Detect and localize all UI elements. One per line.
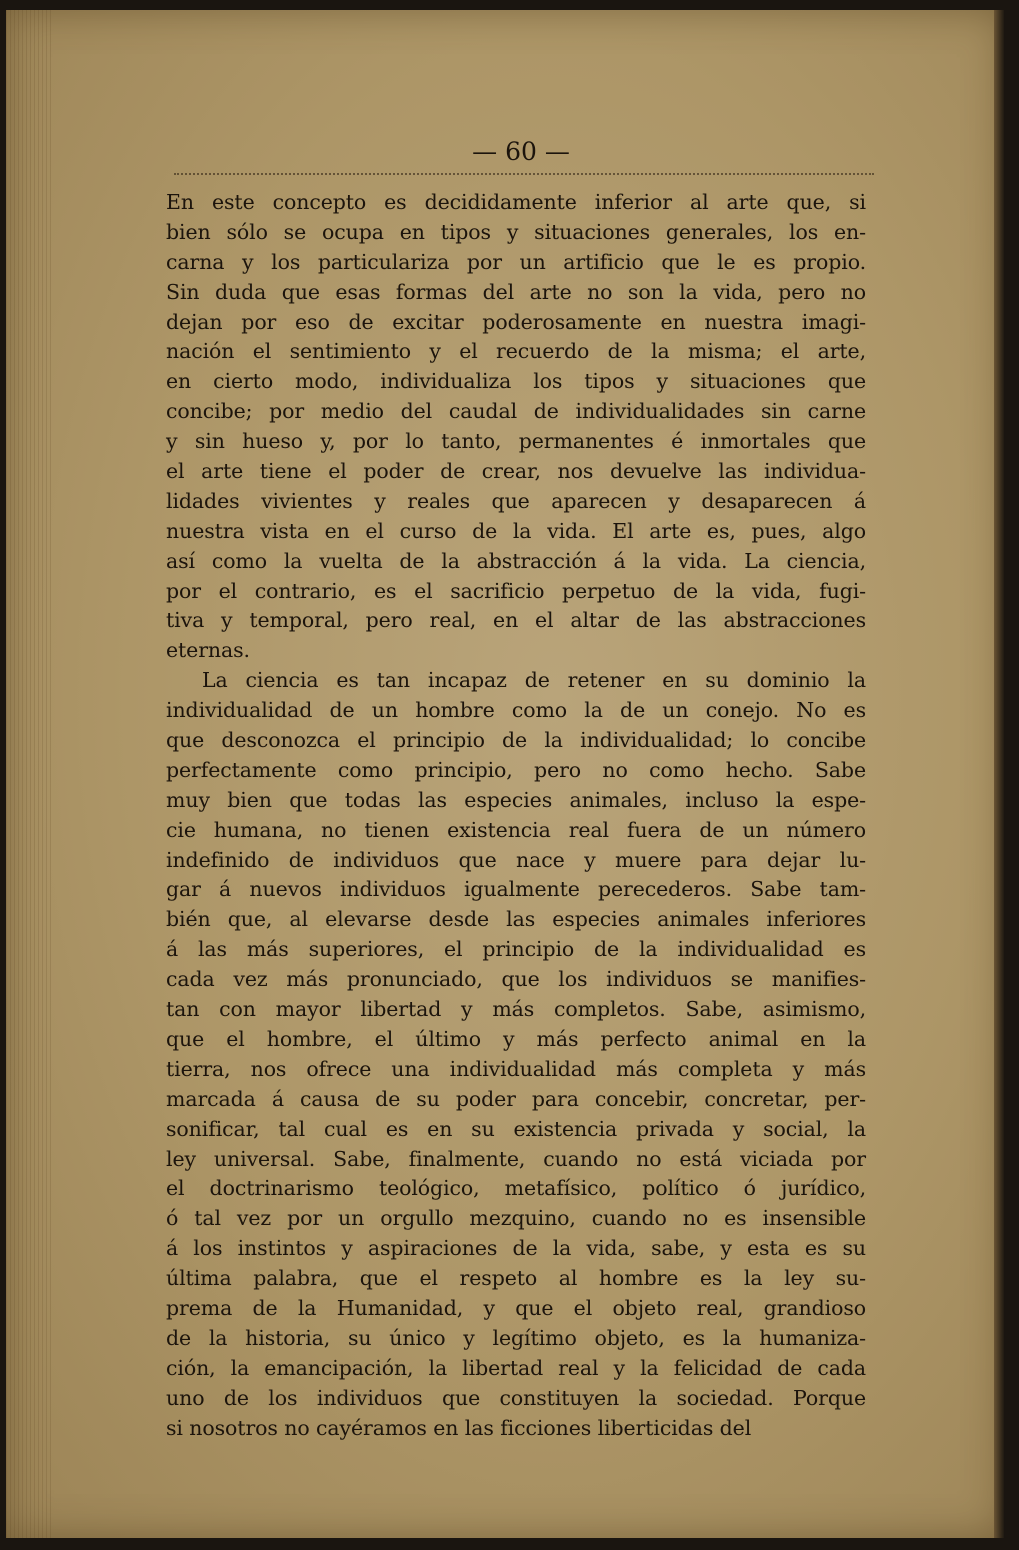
- book-page: [6, 10, 1004, 1538]
- text-line: cie humana, no tienen existencia real fuera de un número: [166, 817, 866, 842]
- text-line: ó tal vez por un orgullo mezquino, cuando no es insensible: [166, 1206, 866, 1231]
- text-line: concibe; por medio del caudal de individualidades sin carne: [166, 399, 866, 424]
- text-line: si nosotros no cayéramos en las ficciones liberticidas del: [166, 1415, 752, 1440]
- text-line: cada vez más pronunciado, que los individuos se manifies-: [166, 967, 866, 992]
- text-line: última palabra, que el respeto al hombre es la ley su-: [166, 1266, 866, 1291]
- text-line: marcada á causa de su poder para concebir, concretar, per-: [166, 1086, 866, 1111]
- text-line: Sin duda que esas formas del arte no son la vida, pero no: [166, 279, 866, 304]
- paragraph: [166, 188, 866, 666]
- text-line: el doctrinarismo teológico, metafísico, político ó jurídico,: [166, 1176, 866, 1201]
- text-line: ley universal. Sabe, finalmente, cuando no está viciada por: [166, 1146, 866, 1171]
- text-line: nación el sentimiento y el recuerdo de la misma; el arte,: [166, 339, 866, 364]
- text-line: á las más superiores, el principio de la individualidad es: [166, 937, 866, 962]
- text-line: nuestra vista en el curso de la vida. El arte es, pues, algo: [166, 518, 866, 543]
- text-line: bién que, al elevarse desde las especies animales inferiores: [166, 907, 866, 932]
- page-number: — 60 —: [472, 137, 570, 166]
- text-line: carna y los particulariza por un artificio que le es propio.: [166, 249, 866, 274]
- text-line: en cierto modo, individualiza los tipos y situaciones que: [166, 369, 866, 394]
- text-line: y sin hueso y, por lo tanto, permanentes é inmortales que: [166, 429, 866, 454]
- text-line: lidades vivientes y reales que aparecen y desaparecen á: [166, 488, 866, 513]
- text-line: á los instintos y aspiraciones de la vida, sabe, y esta es su: [166, 1236, 866, 1261]
- text-line: ción, la emancipación, la libertad real y la felicidad de cada: [166, 1355, 866, 1380]
- header-dotted-rule: [174, 173, 874, 175]
- text-line: prema de la Humanidad, y que el objeto real, grandioso: [166, 1295, 866, 1320]
- text-line: el arte tiene el poder de crear, nos devuelve las individua-: [166, 459, 866, 484]
- paragraph: [166, 666, 866, 1443]
- text-line: bien sólo se ocupa en tipos y situaciones generales, los en-: [166, 219, 866, 244]
- text-line: individualidad de un hombre como la de un conejo. No es: [166, 698, 866, 723]
- text-line: tan con mayor libertad y más completos. Sabe, asimismo,: [166, 997, 866, 1022]
- text-line: tiva y temporal, pero real, en el altar de las abstracciones: [166, 608, 866, 633]
- text-line: así como la vuelta de la abstracción á la vida. La ciencia,: [166, 548, 866, 573]
- text-line: indefinido de individuos que nace y muere para dejar lu-: [166, 847, 866, 872]
- text-line: perfectamente como principio, pero no como hecho. Sabe: [166, 757, 866, 782]
- text-line: gar á nuevos individuos igualmente perecederos. Sabe tam-: [166, 877, 866, 902]
- text-line: que el hombre, el último y más perfecto animal en la: [166, 1026, 866, 1051]
- text-line: tierra, nos ofrece una individualidad más completa y más: [166, 1056, 866, 1081]
- text-line: que desconozca el principio de la individualidad; lo concibe: [166, 728, 866, 753]
- text-line: La ciencia es tan incapaz de retener en su dominio la: [202, 668, 866, 693]
- text-line: eternas.: [166, 638, 250, 663]
- page-binding-edge: [6, 10, 52, 1538]
- text-line: por el contrario, es el sacrificio perpetuo de la vida, fugi-: [166, 578, 866, 603]
- text-line: En este concepto es decididamente inferior al arte que, si: [166, 190, 866, 214]
- text-line: dejan por eso de excitar poderosamente en nuestra imagi-: [166, 309, 866, 334]
- text-line: muy bien que todas las especies animales, incluso la espe-: [166, 787, 866, 812]
- body-text: [166, 188, 866, 1443]
- text-line: uno de los individuos que constituyen la sociedad. Porque: [166, 1385, 866, 1410]
- text-line: sonificar, tal cual es en su existencia privada y social, la: [166, 1116, 866, 1141]
- text-line: de la historia, su único y legítimo objeto, es la humaniza-: [166, 1325, 866, 1350]
- page-right-edge: [994, 10, 1004, 1538]
